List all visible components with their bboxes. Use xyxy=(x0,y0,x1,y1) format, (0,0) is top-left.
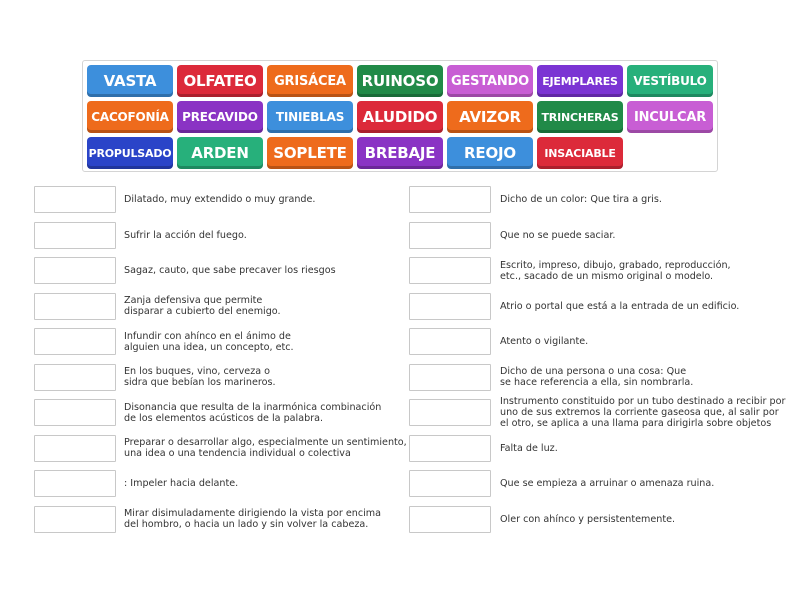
definition-line: Que se empieza a arruinar o amenaza ruina. xyxy=(500,478,715,489)
definition-text xyxy=(124,366,276,388)
answer-drop-slot[interactable] xyxy=(34,364,116,391)
answer-tile[interactable]: RUINOSO xyxy=(357,65,443,97)
answer-tile[interactable]: INSACIABLE xyxy=(537,137,623,169)
definition-text xyxy=(124,295,281,317)
definition-line: sidra que bebían los marineros. xyxy=(124,377,276,388)
definition-text xyxy=(124,230,247,241)
definition-line: Sufrir la acción del fuego. xyxy=(124,229,247,241)
definition-line: Oler con ahínco y persistentemente. xyxy=(500,513,676,525)
definition-text xyxy=(124,265,336,276)
definition-line: Sagaz, cauto, que sabe precaver los riesgos xyxy=(124,265,336,276)
answer-tile[interactable]: REOJO xyxy=(447,137,533,169)
answer-drop-slot[interactable] xyxy=(409,506,491,533)
answer-tile[interactable]: GRISÁCEA xyxy=(267,65,353,97)
answer-drop-slot[interactable] xyxy=(409,328,491,355)
answer-drop-slot[interactable] xyxy=(409,222,491,249)
answer-tile[interactable]: PRECAVIDO xyxy=(177,101,263,133)
definition-line: Atento o vigilante. xyxy=(500,336,589,347)
definition-text xyxy=(124,508,381,530)
answer-drop-slot[interactable] xyxy=(409,399,491,426)
definition-text xyxy=(500,396,785,429)
answer-drop-slot[interactable] xyxy=(34,328,116,355)
definition-line: Zanja defensiva que permite xyxy=(124,295,263,306)
answer-drop-slot[interactable] xyxy=(34,435,116,462)
definition-line: Atrio o portal que está a la entrada de un edificio. xyxy=(500,300,740,312)
answer-drop-slot[interactable] xyxy=(409,293,491,320)
answer-tile[interactable]: OLFATEO xyxy=(177,65,263,97)
definition-line: de los elementos acústicos de la palabra. xyxy=(124,412,324,424)
definition-text xyxy=(500,443,558,454)
answer-tile[interactable]: EJEMPLARES xyxy=(537,65,623,97)
answer-drop-slot[interactable] xyxy=(409,257,491,284)
answer-tile-bank xyxy=(82,60,718,172)
answer-drop-slot[interactable] xyxy=(34,222,116,249)
definition-text xyxy=(500,194,662,205)
definition-text xyxy=(500,366,693,388)
definition-line: Dicho de una persona o una cosa: Que xyxy=(500,366,687,377)
answer-drop-slot[interactable] xyxy=(409,186,491,213)
definition-text xyxy=(500,514,675,525)
definition-line: Dilatado, muy extendido o muy grande. xyxy=(124,194,316,205)
definition-line: En los buques, vino, cerveza o xyxy=(124,366,271,377)
definition-line: etc., sacado de un mismo original o modelo. xyxy=(500,270,714,282)
answer-drop-slot[interactable] xyxy=(34,257,116,284)
answer-tile[interactable]: TRINCHERAS xyxy=(537,101,623,133)
definition-line: Disonancia que resulta de la inarmónica combinación xyxy=(124,401,382,413)
answer-tile[interactable]: ARDEN xyxy=(177,137,263,169)
answer-drop-slot[interactable] xyxy=(34,293,116,320)
answer-tile[interactable]: VESTÍBULO xyxy=(627,65,713,97)
definition-text xyxy=(500,230,615,241)
answer-drop-slot[interactable] xyxy=(409,470,491,497)
definition-text xyxy=(124,194,315,205)
definition-line: : Impeler hacia delante. xyxy=(124,478,239,489)
definition-line: disparar a cubierto del enemigo. xyxy=(124,306,281,317)
definition-line: Escrito, impreso, dibujo, grabado, reproducción, xyxy=(500,259,731,271)
answer-drop-slot[interactable] xyxy=(34,470,116,497)
answer-tile[interactable]: AVIZOR xyxy=(447,101,533,133)
answer-drop-slot[interactable] xyxy=(409,435,491,462)
definition-text xyxy=(124,402,381,424)
definition-line: Instrumento constituido por un tubo destinado a recibir por xyxy=(500,396,786,407)
definition-line: alguien una idea, un concepto, etc. xyxy=(124,341,294,353)
definition-line: Infundir con ahínco en el ánimo de xyxy=(124,330,291,342)
answer-tile[interactable]: GESTANDO xyxy=(447,65,533,97)
definition-line: el otro, se aplica a una llama para dirigirla sobre objetos xyxy=(500,418,772,429)
definition-line: Preparar o desarrollar algo, especialmente un sentimiento, xyxy=(124,437,407,448)
definition-text xyxy=(124,478,238,489)
definition-text xyxy=(500,478,714,489)
definition-line: una idea o una tendencia individual o colectiva xyxy=(124,448,351,459)
answer-drop-slot[interactable] xyxy=(34,186,116,213)
answer-tile[interactable]: TINIEBLAS xyxy=(267,101,353,133)
answer-tile[interactable]: SOPLETE xyxy=(267,137,353,169)
definition-line: se hace referencia a ella, sin nombrarla. xyxy=(500,377,694,388)
definition-line: Dicho de un color: Que tira a gris. xyxy=(500,194,662,205)
definition-text xyxy=(500,260,731,282)
answer-tile[interactable]: INCULCAR xyxy=(627,101,713,133)
answer-tile[interactable]: VASTA xyxy=(87,65,173,97)
definition-line: Falta de luz. xyxy=(500,442,558,454)
definition-text xyxy=(500,301,739,312)
definition-text xyxy=(124,437,407,459)
definition-text xyxy=(124,331,294,353)
definition-line: del hombro, o hacia un lado y sin volver la cabeza. xyxy=(124,519,369,530)
definition-line: uno de sus extremos la corriente gaseosa que, al salir por xyxy=(500,407,779,418)
definition-line: Que no se puede saciar. xyxy=(500,229,616,241)
definition-text xyxy=(500,336,588,347)
answer-tile[interactable]: BREBAJE xyxy=(357,137,443,169)
answer-drop-slot[interactable] xyxy=(34,399,116,426)
answer-tile[interactable]: CACOFONÍA xyxy=(87,101,173,133)
definition-line: Mirar disimuladamente dirigiendo la vista por encima xyxy=(124,508,381,519)
answer-drop-slot[interactable] xyxy=(409,364,491,391)
answer-tile[interactable]: ALUDIDO xyxy=(357,101,443,133)
answer-tile[interactable]: PROPULSADO xyxy=(87,137,173,169)
answer-drop-slot[interactable] xyxy=(34,506,116,533)
